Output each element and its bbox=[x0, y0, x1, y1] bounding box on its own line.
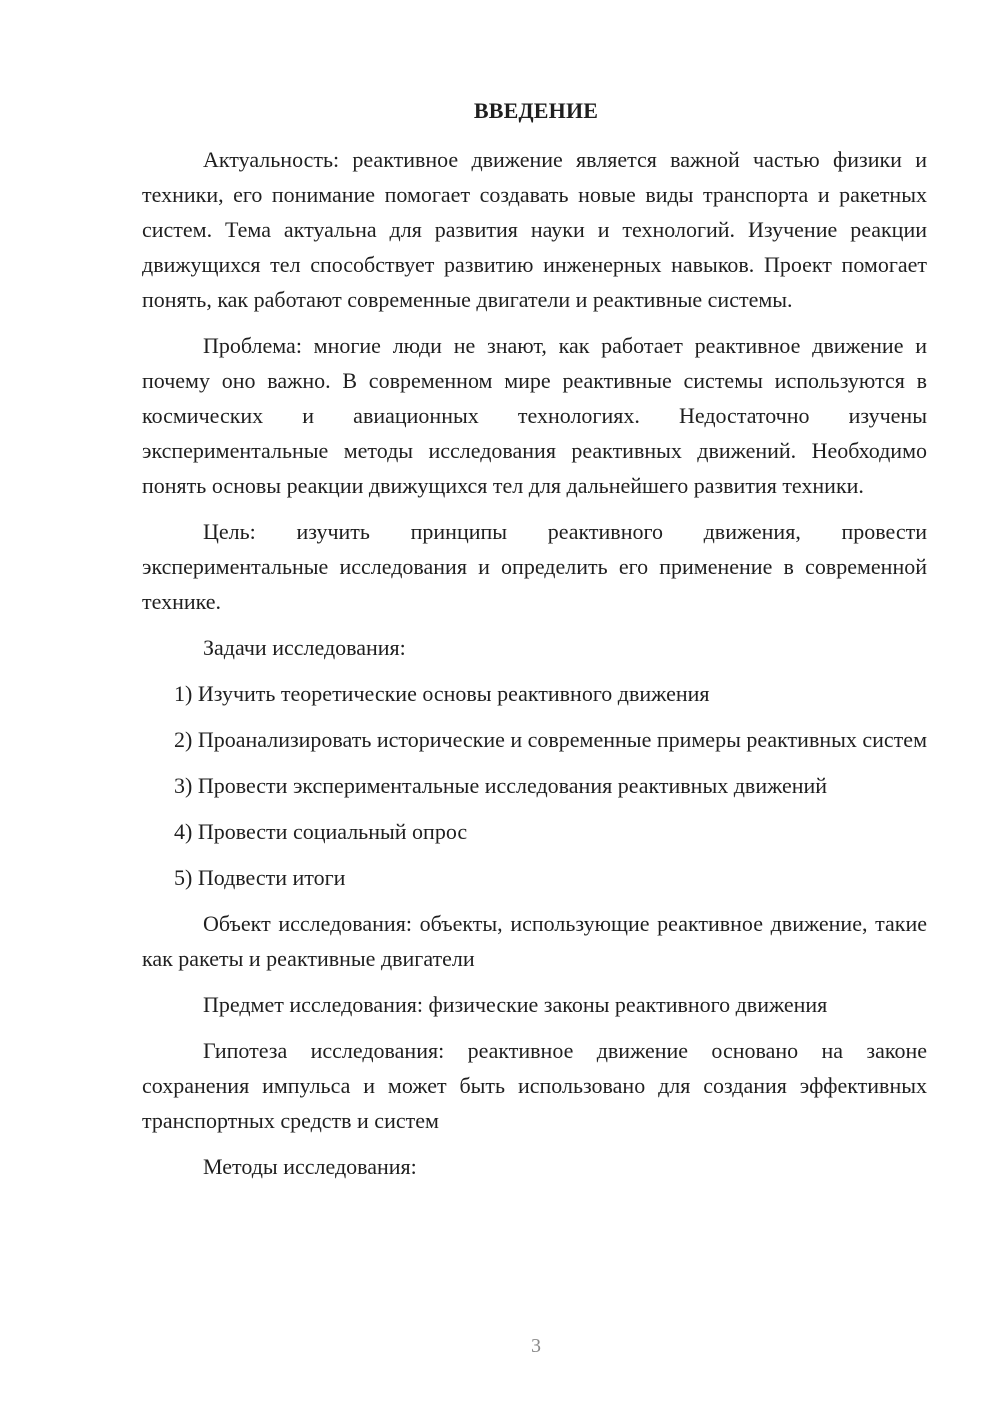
task-item-4: 4) Провести социальный опрос bbox=[174, 819, 468, 844]
page-title: ВВЕДЕНИЕ bbox=[473, 98, 599, 123]
paragraph-object: Объект исследования: объекты, использующие реактивное движение, такие как ракеты и реактивные двигатели bbox=[142, 911, 927, 971]
paragraph-hypothesis: Гипотеза исследования: реактивное движение основано на законе сохранения импульса и может быть использовано для создания эффективных транспортных средств и систем bbox=[142, 1038, 927, 1133]
paragraph-relevance: Актуальность: реактивное движение является важной частью физики и техники, его понимание помогает создавать новые виды транспорта и ракетных систем. Тема актуальна для развития науки и технологий. Изучение реакции движущихся тел способствует развитию инженерных навыков. Проект помогает понять, как работают современные двигатели и реактивные системы. bbox=[142, 147, 927, 312]
paragraph-tasks-heading: Задачи исследования: bbox=[203, 635, 406, 660]
task-item-1: 1) Изучить теоретические основы реактивного движения bbox=[174, 681, 710, 706]
task-item-5: 5) Подвести итоги bbox=[174, 865, 346, 890]
paragraph-methods-heading: Методы исследования: bbox=[203, 1154, 417, 1179]
paragraph-problem: Проблема: многие люди не знают, как работает реактивное движение и почему оно важно. В современном мире реактивные системы используются в космических и авиационных технологиях. Недостаточно изучены экспериментальные методы исследования реактивных движений. Необходимо понять основы реакции движущихся тел для дальнейшего развития техники. bbox=[142, 333, 927, 498]
paragraph-goal: Цель: изучить принципы реактивного движения, провести экспериментальные исследования и определить его применение в современной технике. bbox=[142, 519, 927, 614]
paragraph-subject: Предмет исследования: физические законы реактивного движения bbox=[203, 992, 828, 1017]
document-body bbox=[142, 142, 927, 1195]
task-item-2: 2) Проанализировать исторические и современные примеры реактивных систем bbox=[174, 727, 927, 752]
page-number: 3 bbox=[531, 1335, 541, 1357]
task-item-3: 3) Провести экспериментальные исследования реактивных движений bbox=[174, 773, 828, 798]
